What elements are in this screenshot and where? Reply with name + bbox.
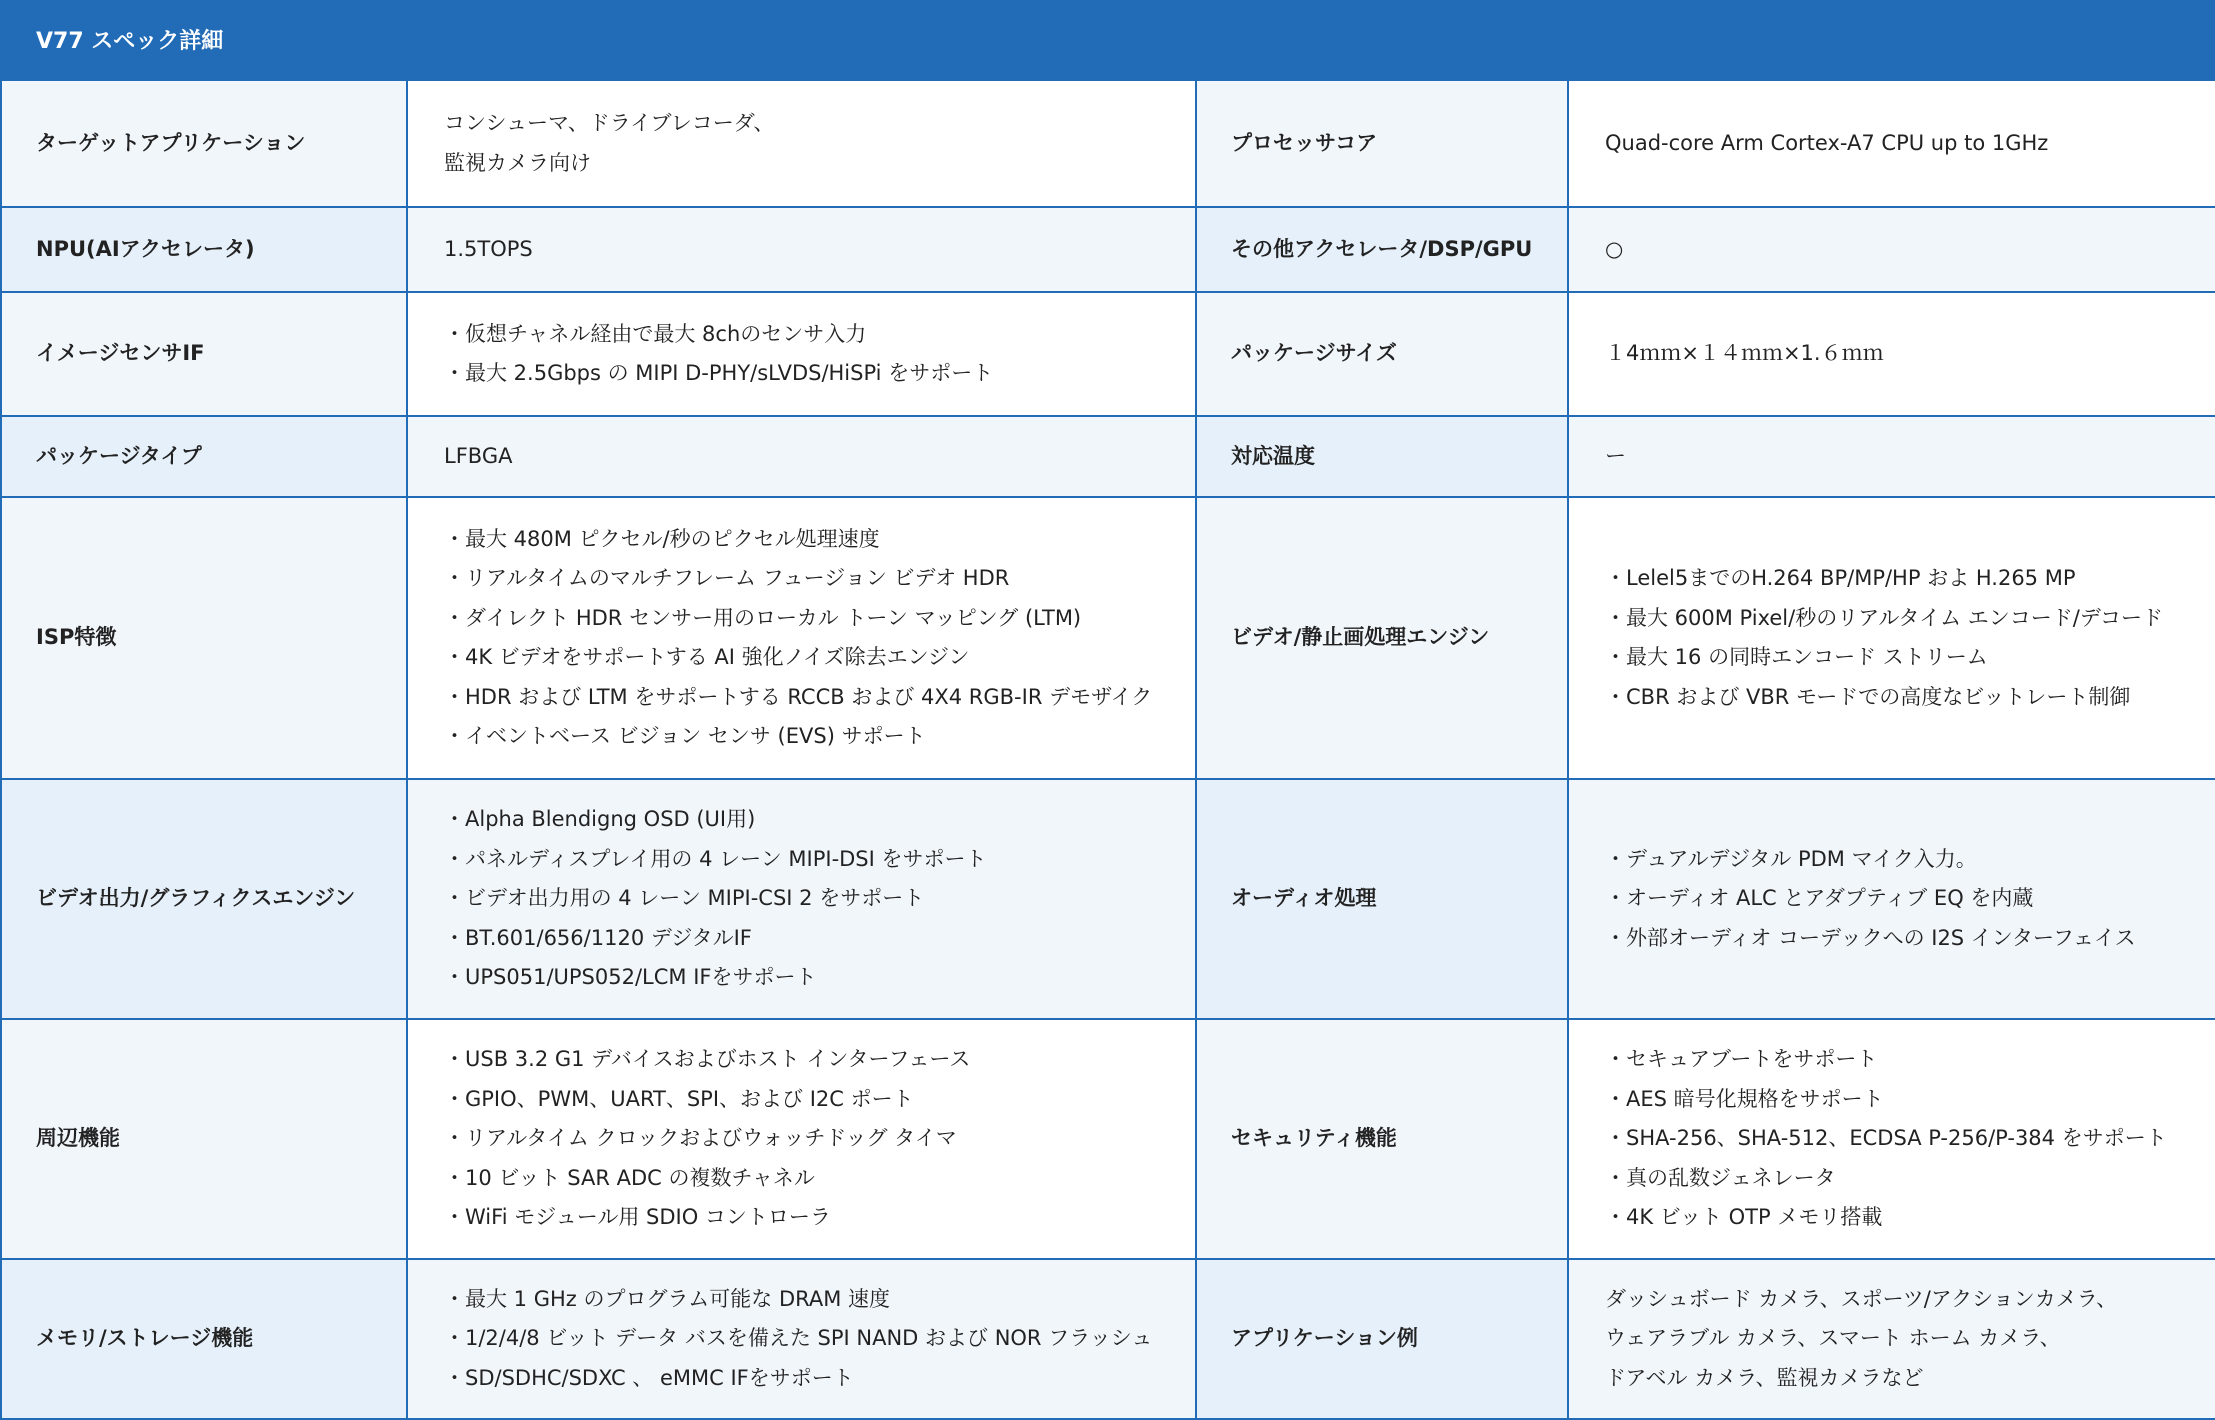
spec-value-cell (1568, 497, 2215, 779)
spec-value-line: ・リアルタイムのマルチフレーム フュージョン ビデオ HDR (444, 566, 1010, 590)
spec-label: メモリ/ストレージ機能 (36, 1326, 254, 1351)
spec-label-cell (1, 80, 407, 207)
spec-row (1, 779, 2215, 1019)
spec-value-cell (407, 1259, 1196, 1419)
spec-label-cell (1196, 1259, 1568, 1419)
spec-value-line: ウェアラブル カメラ、スマート ホーム カメラ、 (1605, 1326, 2061, 1351)
spec-label-cell (1, 1259, 407, 1419)
spec-value-cell (407, 292, 1196, 416)
spec-label: ターゲットアプリケーション (36, 130, 306, 155)
spec-value-line: ・デュアルデジタル PDM マイク入力。 (1605, 846, 1977, 871)
spec-label-cell (1196, 207, 1568, 292)
spec-label-cell (1196, 292, 1568, 416)
spec-value-line: ・WiFi モジュール用 SDIO コントローラ (444, 1205, 831, 1230)
spec-value-line: ・イベントベース ビジョン センサ (EVS) サポート (444, 724, 926, 748)
spec-value-line: ・Alpha Blendigng OSD (UI用) (444, 807, 756, 832)
spec-value-line: １4ｍｍ×１４ｍｍ×1.６ｍｍ (1605, 341, 1884, 366)
spec-value-cell (1568, 416, 2215, 497)
spec-label-cell (1196, 779, 1568, 1019)
spec-label: アプリケーション例 (1231, 1326, 1418, 1351)
spec-row (1, 497, 2215, 779)
spec-label: パッケージタイプ (36, 443, 202, 468)
spec-label-cell (1, 292, 407, 416)
spec-label-cell (1, 497, 407, 779)
spec-value-cell (407, 80, 1196, 207)
spec-value-cell (1568, 1259, 2215, 1419)
spec-label: パッケージサイズ (1231, 341, 1397, 366)
spec-value-cell (407, 207, 1196, 292)
spec-row (1, 1259, 2215, 1419)
spec-value-line: ・オーディオ ALC とアダプティブ EQ を内蔵 (1605, 886, 2034, 911)
spec-value-line: ・4K ビデオをサポートする AI 強化ノイズ除去エンジン (444, 645, 970, 669)
spec-value-line: ー (1605, 443, 1626, 468)
spec-label-cell (1, 779, 407, 1019)
page-title (0, 0, 2215, 79)
spec-value-line: ・10 ビット SAR ADC の複数チャネル (444, 1165, 815, 1190)
spec-label: その他アクセレータ/DSP/GPU (1231, 236, 1533, 261)
spec-value-line: ・USB 3.2 G1 デバイスおよびホスト インターフェース (444, 1047, 971, 1072)
spec-value-line: ・HDR および LTM をサポートする RCCB および 4X4 RGB-IR デモザイク (444, 684, 1153, 709)
page-title-text: V77 スペック詳細 (36, 29, 224, 54)
spec-value-line: ○ (1605, 236, 1624, 261)
spec-value-line: ・BT.601/656/1120 デジタルIF (444, 925, 752, 950)
spec-value-line: ダッシュボード カメラ、スポーツ/アクションカメラ、 (1605, 1286, 2118, 1311)
spec-row (1, 207, 2215, 292)
spec-label-cell (1196, 497, 1568, 779)
spec-label: 周辺機能 (36, 1126, 120, 1151)
spec-value-line: ドアベル カメラ、監視カメラなど (1605, 1365, 1924, 1390)
spec-value-line: ・Lelel5までのH.264 BP/MP/HP およ H.265 MP (1605, 566, 2076, 590)
spec-row (1, 1019, 2215, 1259)
spec-value-cell (1568, 292, 2215, 416)
spec-label: ISP特徴 (36, 625, 117, 650)
spec-label-cell (1, 207, 407, 292)
spec-value-line: ・最大 16 の同時エンコード ストリーム (1605, 645, 1988, 669)
spec-table (0, 79, 2215, 1420)
spec-value-line: ・CBR および VBR モードでの高度なビットレート制御 (1605, 684, 2131, 709)
spec-value-line: ・1/2/4/8 ビット データ バスを備えた SPI NAND および NOR フラッシュ (444, 1326, 1153, 1351)
spec-label: セキュリティ機能 (1231, 1126, 1397, 1151)
spec-table-body (1, 80, 2215, 1419)
spec-label: プロセッサコア (1231, 130, 1378, 155)
spec-value-cell (1568, 80, 2215, 207)
spec-value-line: ・UPS051/UPS052/LCM IFをサポート (444, 965, 817, 990)
spec-value-line: 1.5TOPS (444, 236, 533, 261)
spec-value-line: ・ダイレクト HDR センサー用のローカル トーン マッピング (LTM) (444, 605, 1082, 630)
spec-row (1, 416, 2215, 497)
spec-value-line: ・セキュアブートをサポート (1605, 1047, 1878, 1072)
spec-label-cell (1196, 416, 1568, 497)
spec-value-line: ・真の乱数ジェネレータ (1605, 1165, 1836, 1190)
spec-value-line: ・GPIO、PWM、UART、SPI、および I2C ポート (444, 1086, 914, 1111)
spec-label: ビデオ出力/グラフィクスエンジン (36, 886, 356, 911)
spec-value-line: ・SHA-256、SHA-512、ECDSA P-256/P-384 をサポート (1605, 1126, 2167, 1151)
spec-value-cell (407, 1019, 1196, 1259)
spec-label: オーディオ処理 (1231, 886, 1377, 911)
spec-value-line: ・リアルタイム クロックおよびウォッチドッグ タイマ (444, 1126, 957, 1151)
spec-label: NPU(AIアクセレータ) (36, 236, 255, 261)
spec-value-cell (1568, 779, 2215, 1019)
spec-value-line: ・AES 暗号化規格をサポート (1605, 1086, 1884, 1111)
spec-label: 対応温度 (1231, 443, 1315, 468)
spec-value-line: ・パネルディスプレイ用の 4 レーン MIPI-DSI をサポート (444, 846, 987, 871)
spec-value-cell (1568, 1019, 2215, 1259)
spec-value-line: ・仮想チャネル経由で最大 8chのセンサ入力 (444, 321, 867, 346)
spec-label-cell (1, 416, 407, 497)
spec-value-line: LFBGA (444, 443, 513, 468)
spec-value-line: 監視カメラ向け (444, 150, 591, 175)
spec-value-cell (407, 497, 1196, 779)
spec-label-cell (1, 1019, 407, 1259)
spec-value-line: ・最大 480M ピクセル/秒のピクセル処理速度 (444, 526, 880, 551)
spec-label: ビデオ/静止画処理エンジン (1231, 625, 1490, 650)
spec-value-line: ・最大 1 GHz のプログラム可能な DRAM 速度 (444, 1286, 891, 1311)
spec-row (1, 292, 2215, 416)
spec-label-cell (1196, 80, 1568, 207)
spec-value-line: Quad-core Arm Cortex-A7 CPU up to 1GHz (1605, 130, 2049, 155)
spec-value-line: ・最大 600M Pixel/秒のリアルタイム エンコード/デコード (1605, 605, 2164, 630)
spec-value-line: ・SD/SDHC/SDXC 、 eMMC IFをサポート (444, 1365, 854, 1390)
spec-value-line: ・4K ビット OTP メモリ搭載 (1605, 1205, 1883, 1230)
spec-value-cell (407, 779, 1196, 1019)
spec-row (1, 80, 2215, 207)
spec-label: イメージセンサIF (36, 341, 205, 366)
spec-value-line: コンシューマ、ドライブレコーダ、 (444, 111, 775, 135)
spec-value-cell (407, 416, 1196, 497)
spec-value-line: ・ビデオ出力用の 4 レーン MIPI-CSI 2 をサポート (444, 886, 925, 911)
spec-value-line: ・最大 2.5Gbps の MIPI D-PHY/sLVDS/HiSPi をサポート (444, 361, 994, 385)
spec-label-cell (1196, 1019, 1568, 1259)
spec-value-line: ・外部オーディオ コーデックへの I2S インターフェイス (1605, 925, 2136, 950)
spec-value-cell (1568, 207, 2215, 292)
